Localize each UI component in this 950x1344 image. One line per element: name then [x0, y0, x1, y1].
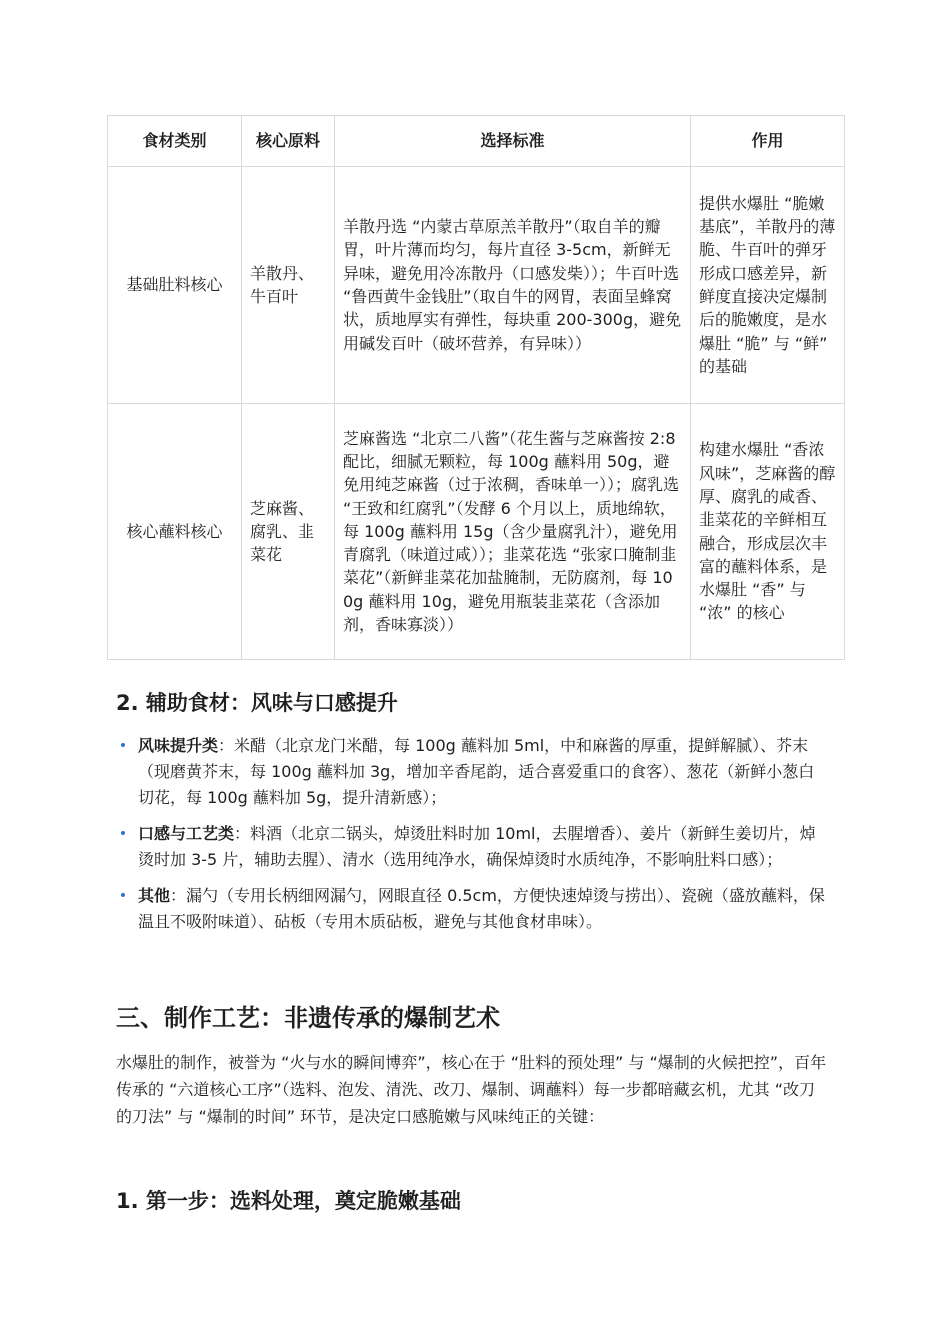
section-2-heading: 2. 辅助食材：风味与口感提升: [116, 691, 398, 715]
list-item: [116, 883, 828, 935]
auxiliary-list: [116, 733, 828, 945]
header-role: 作用: [691, 116, 845, 167]
cell-category: 基础肚料核心: [108, 167, 242, 404]
list-item-text: ：米醋（北京龙门米醋，每 100g 蘸料加 5ml，中和麻酱的厚重，提鲜解腻）、芥末（现磨黄芥末，每 100g 蘸料加 3g，增加辛香尾韵，适合喜爱重口的食客）、葱花（新鲜小葱白切花，每 100g 蘸料加 5g，提升清新感）；: [138, 736, 815, 807]
list-item: [116, 733, 828, 811]
header-material: 核心原料: [242, 116, 335, 167]
ingredients-table: [107, 115, 845, 660]
list-item-label: 口感与工艺类: [138, 824, 235, 843]
step-1-heading: 1. 第一步：选料处理，奠定脆嫩基础: [116, 1189, 461, 1213]
bullet-icon: •: [118, 738, 128, 754]
bullet-icon: •: [118, 826, 128, 842]
header-standard: 选择标准: [335, 116, 691, 167]
list-item-text: ：漏勺（专用长柄细网漏勺，网眼直径 0.5cm，方便快速焯烫与捞出）、瓷碗（盛放蘸料，保温且不吸附味道）、砧板（专用木质砧板，避免与其他食材串味）。: [138, 886, 825, 931]
bullet-icon: •: [118, 888, 128, 904]
table-header-row: [108, 116, 845, 167]
list-item: [116, 821, 828, 873]
list-item-label: 其他: [138, 886, 171, 905]
cell-standard: 羊散丹选 “内蒙古草原羔羊散丹”（取自羊的瓣胃，叶片薄而均匀，每片直径 3-5cm，新鲜无异味，避免用冷冻散丹（口感发柴））；牛百叶选 “鲁西黄牛金钱肚”（取自牛的网胃，表面呈蜂窝状，质地厚实有弹性，每块重 200-300g，避免用碱发百叶（破坏营养，有异味））: [335, 167, 691, 404]
section-3-heading: 三、制作工艺：非遗传承的爆制艺术: [116, 1004, 500, 1032]
list-item-label: 风味提升类: [138, 736, 219, 755]
cell-category: 核心蘸料核心: [108, 404, 242, 660]
header-category: 食材类别: [108, 116, 242, 167]
list-item-text: ：料酒（北京二锅头，焯烫肚料时加 10ml，去腥增香）、姜片（新鲜生姜切片，焯烫时加 3-5 片，辅助去腥）、清水（选用纯净水，确保焯烫时水质纯净，不影响肚料口感）；: [138, 824, 816, 869]
cell-material: 羊散丹、牛百叶: [242, 167, 335, 404]
table-row: [108, 167, 845, 404]
section-3-paragraph: 水爆肚的制作，被誉为 “火与水的瞬间博弈”，核心在于 “肚料的预处理” 与 “爆制的火候把控”，百年传承的 “六道核心工序”（选料、泡发、清洗、改刀、爆制、调蘸料）每一步都暗藏玄机，尤其 “改刀的刀法” 与 “爆制的时间” 环节，是决定口感脆嫩与风味纯正的关键：: [116, 1053, 827, 1126]
cell-role: 提供水爆肚 “脆嫩基底”，羊散丹的薄脆、牛百叶的弹牙形成口感差异，新鲜度直接决定爆制后的脆嫩度，是水爆肚 “脆” 与 “鲜” 的基础: [691, 167, 845, 404]
cell-standard: 芝麻酱选 “北京二八酱”（花生酱与芝麻酱按 2:8 配比，细腻无颗粒，每 100g 蘸料用 50g，避免用纯芝麻酱（过于浓稠，香味单一））；腐乳选 “王致和红腐乳”（发酵 6 个月以上，质地绵软，每 100g 蘸料用 15g（含少量腐乳汁），避免用青腐乳（味道过咸））；韭菜花选 “张家口腌制韭菜花”（新鲜韭菜花加盐腌制，无防腐剂，每 100g 蘸料用 10g，避免用瓶装韭菜花（含添加剂，香味寡淡））: [335, 404, 691, 660]
cell-material: 芝麻酱、腐乳、韭菜花: [242, 404, 335, 660]
cell-role: 构建水爆肚 “香浓风味”，芝麻酱的醇厚、腐乳的咸香、韭菜花的辛鲜相互融合，形成层次丰富的蘸料体系，是水爆肚 “香” 与 “浓” 的核心: [691, 404, 845, 660]
table-row: [108, 404, 845, 660]
